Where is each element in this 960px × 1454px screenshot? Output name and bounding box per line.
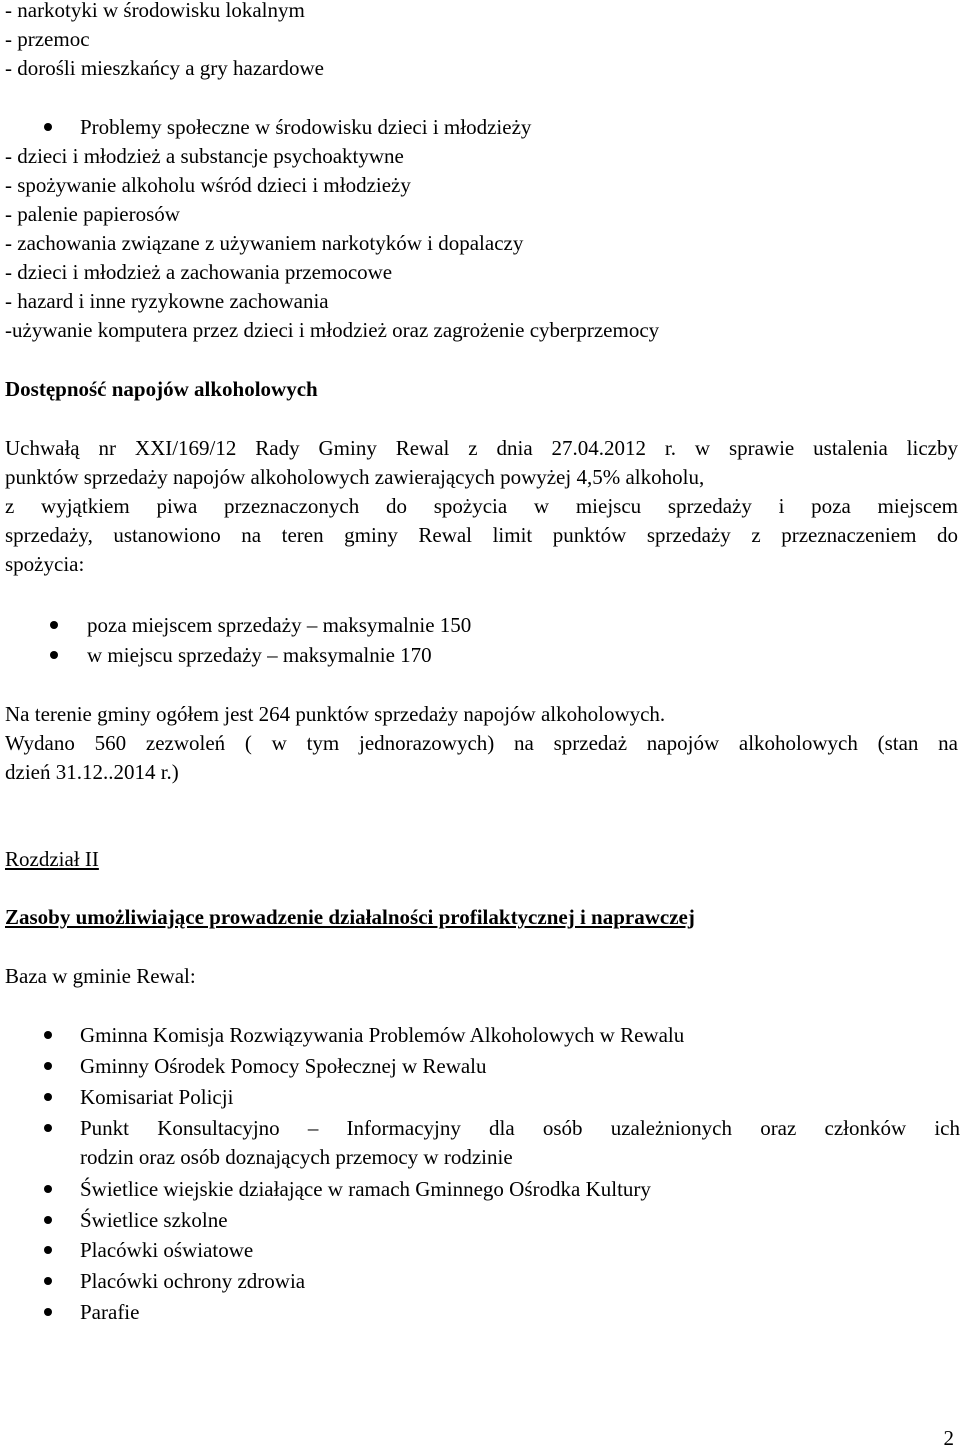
bullet-icon: [44, 1185, 52, 1193]
base-label: Baza w gminie Rewal:: [5, 964, 196, 988]
paragraph-line: Uchwałą nr XXI/169/12 Rady Gminy Rewal z dnia 27.04.2012 r. w sprawie ustalenia liczby: [5, 436, 958, 460]
paragraph-line: punktów sprzedaży napojów alkoholowych zawierających powyżej 4,5% alkoholu,: [5, 465, 705, 489]
bullet-icon: [50, 651, 58, 659]
list-item: - narkotyki w środowisku lokalnym: [5, 0, 305, 22]
list-item: Gminny Ośrodek Pomocy Społecznej w Rewalu: [80, 1054, 487, 1078]
bullet-icon: [44, 1062, 52, 1070]
chapter-heading: Rozdział II: [5, 847, 99, 871]
bullet-icon: [44, 1308, 52, 1316]
section-heading: Zasoby umożliwiające prowadzenie działalności profilaktycznej i naprawczej: [5, 905, 695, 929]
list-item: w miejscu sprzedaży – maksymalnie 170: [87, 643, 432, 667]
section-heading: Dostępność napojów alkoholowych: [5, 377, 318, 401]
bullet-icon: [44, 1216, 52, 1224]
list-item: Placówki ochrony zdrowia: [80, 1269, 306, 1293]
list-item: - przemoc: [5, 27, 90, 51]
paragraph-line: sprzedaży, ustanowiono na teren gminy Rewal limit punktów sprzedaży z przeznaczeniem do: [5, 523, 958, 547]
list-item: - hazard i inne ryzykowne zachowania: [5, 289, 329, 313]
problems-heading: Problemy społeczne w środowisku dzieci i młodzieży: [80, 115, 532, 139]
bullet-icon: [44, 1031, 52, 1039]
bullet-icon: [44, 1277, 52, 1285]
list-item: Komisariat Policji: [80, 1085, 234, 1109]
paragraph-line: spożycia:: [5, 552, 85, 576]
list-item: Parafie: [80, 1300, 140, 1324]
page-number: 2: [943, 1426, 954, 1450]
list-item: -używanie komputera przez dzieci i młodzież oraz zagrożenie cyberprzemocy: [5, 318, 660, 342]
list-item: Placówki oświatowe: [80, 1238, 254, 1262]
list-item: Świetlice szkolne: [80, 1208, 228, 1232]
paragraph-line: z wyjątkiem piwa przeznaczonych do spożycia w miejscu sprzedaży i poza miejscem: [5, 494, 958, 518]
paragraph-line: Na terenie gminy ogółem jest 264 punktów sprzedaży napojów alkoholowych.: [5, 702, 666, 726]
list-item: - palenie papierosów: [5, 202, 180, 226]
list-item-continuation: rodzin oraz osób doznających przemocy w rodzinie: [80, 1145, 513, 1169]
bullet-icon: [44, 1124, 52, 1132]
list-item: Gminna Komisja Rozwiązywania Problemów Alkoholowych w Rewalu: [80, 1023, 685, 1047]
list-item: Świetlice wiejskie działające w ramach Gminnego Ośrodka Kultury: [80, 1177, 651, 1201]
list-item: - dzieci i młodzież a substancje psychoaktywne: [5, 144, 404, 168]
bullet-icon: [50, 621, 58, 629]
list-item: - spożywanie alkoholu wśród dzieci i młodzieży: [5, 173, 411, 197]
bullet-icon: [44, 1246, 52, 1254]
bullet-icon: [44, 1093, 52, 1101]
list-item: - dorośli mieszkańcy a gry hazardowe: [5, 56, 324, 80]
bullet-icon: [44, 123, 52, 131]
list-item: poza miejscem sprzedaży – maksymalnie 150: [87, 613, 472, 637]
list-item: Punkt Konsultacyjno – Informacyjny dla osób uzależnionych oraz członków ich: [80, 1116, 960, 1140]
paragraph-line: Wydano 560 zezwoleń ( w tym jednorazowych) na sprzedaż napojów alkoholowych (stan na: [5, 731, 958, 755]
list-item: - zachowania związane z używaniem narkotyków i dopalaczy: [5, 231, 524, 255]
list-item: - dzieci i młodzież a zachowania przemocowe: [5, 260, 393, 284]
paragraph-line: dzień 31.12..2014 r.): [5, 760, 179, 784]
